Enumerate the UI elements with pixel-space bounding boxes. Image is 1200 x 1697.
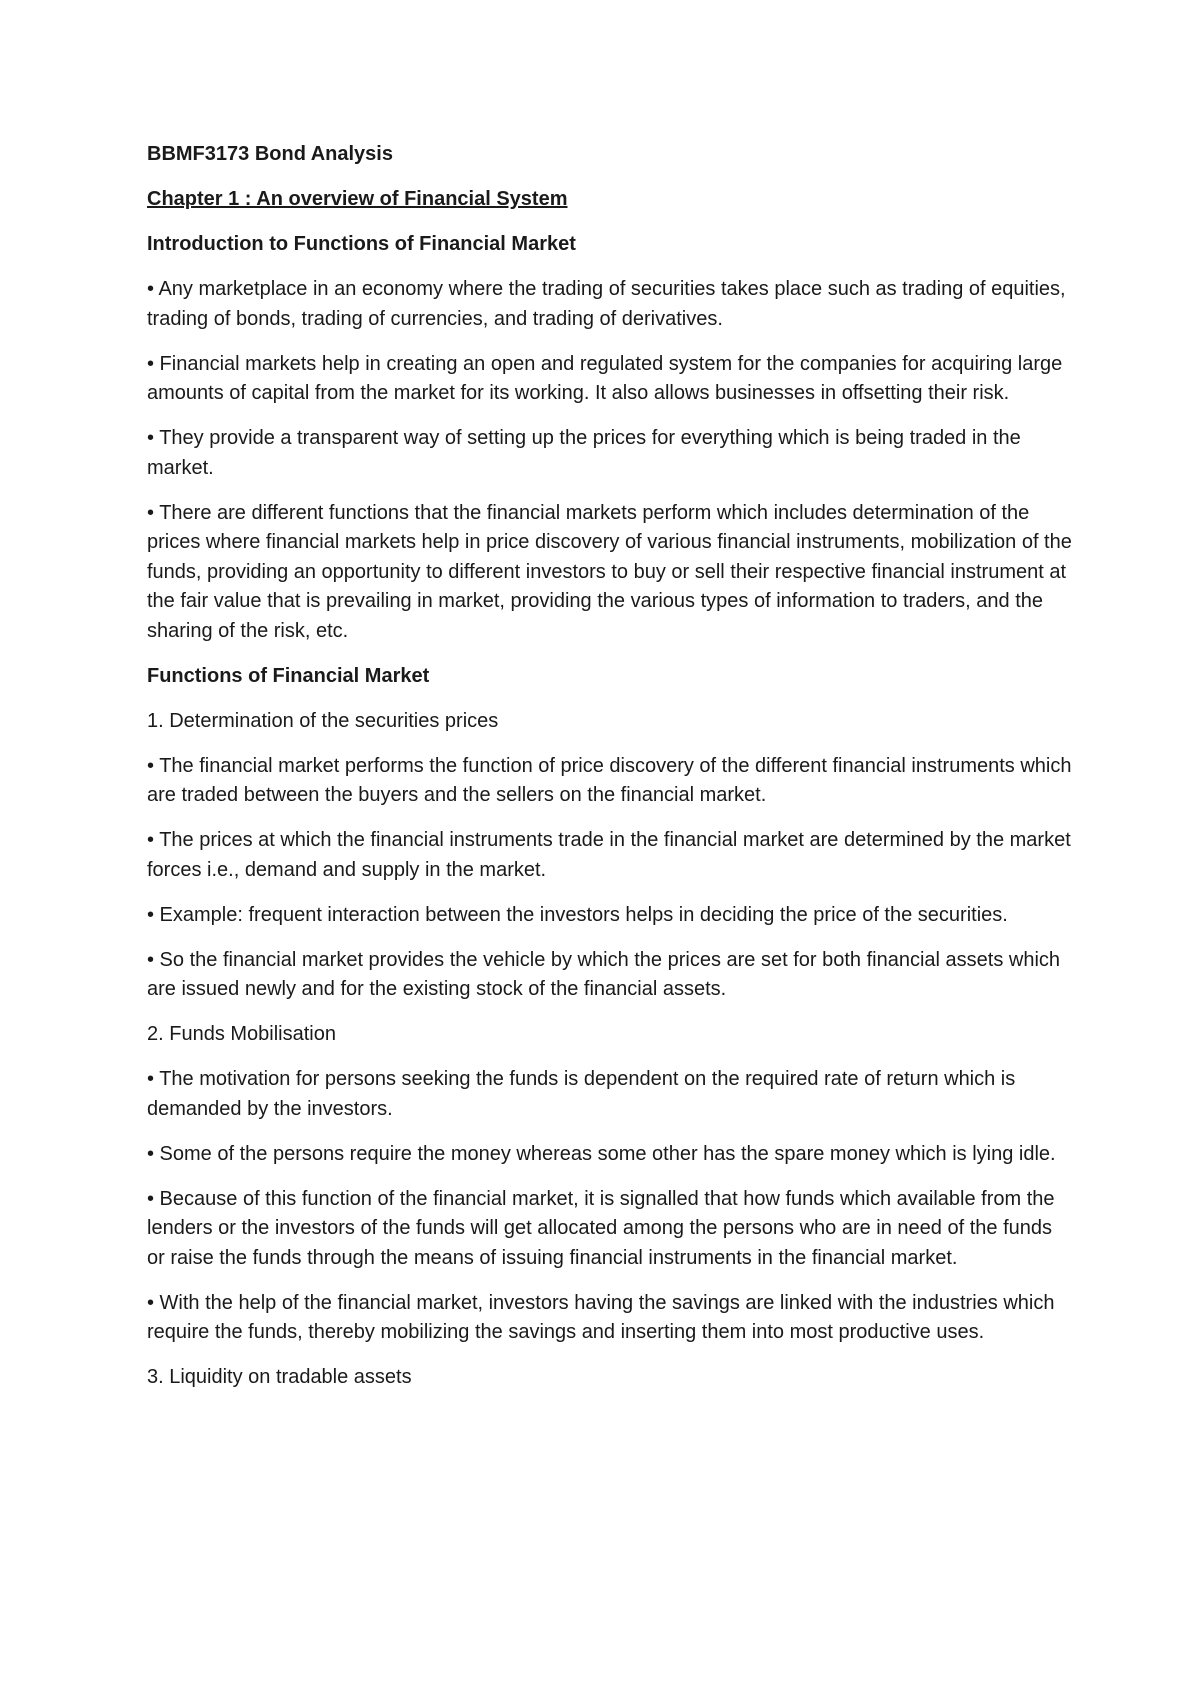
section-heading: 1. Determination of the securities prices bbox=[147, 709, 499, 732]
chapter-title: Chapter 1 : An overview of Financial System bbox=[147, 188, 568, 210]
intro-bullet: • Financial markets help in creating an open and regulated system for the companies for acquiring large amounts of capital from the market for its working. It also allows businesses in offsetting their risk. bbox=[147, 352, 1063, 404]
section-bullet: • Because of this function of the financial market, it is signalled that how funds which available from the lenders or the investors of the funds will get allocated among the persons who are in need of the funds or raise the funds through the means of issuing financial instruments in the financial market. bbox=[147, 1187, 1055, 1269]
section-bullet: • Example: frequent interaction between the investors helps in deciding the price of the securities. bbox=[147, 903, 1008, 926]
section-bullet: • With the help of the financial market, investors having the savings are linked with the industries which require the funds, thereby mobilizing the savings and inserting them into most productive uses. bbox=[147, 1291, 1055, 1343]
section-bullet: • So the financial market provides the vehicle by which the prices are set for both financial assets which are issued newly and for the existing stock of the financial assets. bbox=[147, 948, 1061, 1000]
document-page bbox=[147, 140, 1072, 1408]
intro-bullet: • Any marketplace in an economy where the trading of securities takes place such as trading of equities, trading of bonds, trading of currencies, and trading of derivatives. bbox=[147, 278, 1066, 330]
section-heading: 2. Funds Mobilisation bbox=[147, 1023, 336, 1045]
section-bullet: • The financial market performs the function of price discovery of the different financial instruments which are traded between the buyers and the sellers on the financial market. bbox=[147, 754, 1072, 806]
intro-bullet: • There are different functions that the financial markets perform which includes determination of the prices where financial markets help in price discovery of various financial instruments, mobilization of the funds, providing an opportunity to different investors to buy or sell their respective financial instrument at the fair value that is prevailing in market, providing the various types of information to traders, and the sharing of the risk, etc. bbox=[147, 501, 1072, 642]
section-bullet: • The prices at which the financial instruments trade in the financial market are determined by the market forces i.e., demand and supply in the market. bbox=[147, 829, 1071, 881]
section-bullet: • Some of the persons require the money whereas some other has the spare money which is lying idle. bbox=[147, 1142, 1056, 1165]
functions-heading: Functions of Financial Market bbox=[147, 664, 430, 687]
course-title: BBMF3173 Bond Analysis bbox=[147, 143, 393, 165]
intro-heading: Introduction to Functions of Financial Market bbox=[147, 233, 576, 255]
intro-bullet: • They provide a transparent way of setting up the prices for everything which is being traded in the market. bbox=[147, 427, 1021, 479]
section-heading: 3. Liquidity on tradable assets bbox=[147, 1366, 412, 1388]
section-bullet: • The motivation for persons seeking the funds is dependent on the required rate of return which is demanded by the investors. bbox=[147, 1068, 1016, 1120]
